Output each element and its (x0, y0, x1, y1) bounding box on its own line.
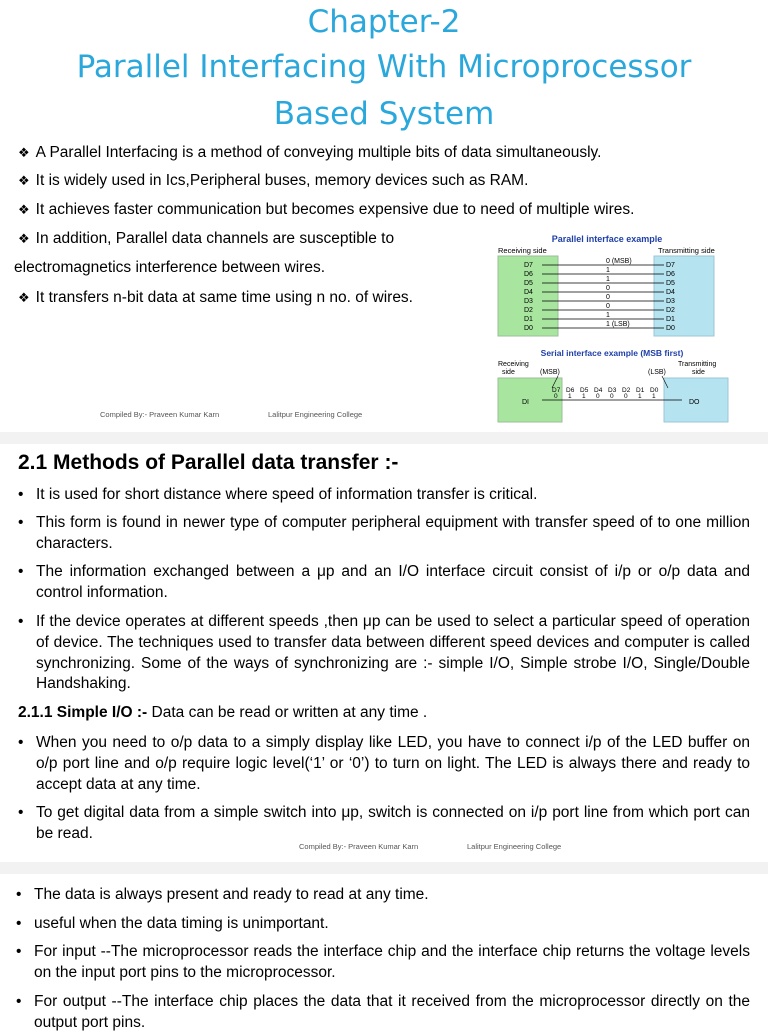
section-heading: 2.1 Methods of Parallel data transfer :- (18, 451, 399, 474)
parallel-bit-values (606, 258, 632, 328)
serial-transmitting-label-2: side (692, 369, 705, 376)
intro-bullet-3: ❖ It achieves faster communication but becomes expensive due to need of multiple wires. (18, 201, 635, 218)
serial-bit-value: 1 (582, 393, 586, 400)
bullet-dot-icon: • (18, 514, 24, 531)
bullet-dot-icon: • (18, 486, 24, 503)
serial-bit-value: 1 (652, 393, 656, 400)
serial-transmitting-label: Transmitting (678, 361, 717, 368)
tx-pin-label: D3 (666, 298, 675, 305)
bit-value: 1 (LSB) (606, 321, 630, 328)
do-label: DO (689, 399, 700, 406)
parallel-receiving-side-label: Receiving side (498, 246, 547, 255)
simple-io-bullet-2: • To get digital data from a simple switch into μp, switch is connected on i/p port line from which port can be read. (18, 804, 750, 842)
interface-example-figure (482, 228, 742, 430)
serial-bit-value: 1 (638, 393, 642, 400)
intro-bullet-1: ❖ A Parallel Interfacing is a method of conveying multiple bits of data simultaneously. (18, 144, 602, 161)
serial-bit-label: D6 (566, 387, 575, 394)
io-bullet-2: • useful when the data timing is unimportant. (16, 914, 750, 935)
rx-pin-label: D4 (524, 289, 533, 296)
bullet-dot-icon: • (18, 804, 24, 821)
transmitter-box (654, 256, 714, 336)
serial-receiving-label: Receiving (498, 361, 529, 368)
serial-bit-label: D4 (594, 387, 603, 394)
rx-pin-label: D6 (524, 271, 533, 278)
bit-value: 0 (606, 285, 610, 292)
rx-pin-label: D3 (524, 298, 533, 305)
simple-io-label: 2.1.1 Simple I/O :- (18, 704, 148, 721)
msb-label: (MSB) (540, 369, 560, 376)
io-bullet-3: • For input --The microprocessor reads the interface chip and the interface chip returns the voltage levels on the input port pins to the microprocessor. (16, 943, 750, 981)
tx-pin-label: D7 (666, 262, 675, 269)
intro-bullet-5: ❖ It transfers n-bit data at same time using n no. of wires. (18, 289, 413, 306)
bit-value: 1 (606, 276, 610, 283)
bullet-dot-icon: • (16, 915, 22, 932)
io-bullet-1: • The data is always present and ready to read at any time. (16, 885, 750, 906)
serial-bit-value: 0 (554, 393, 558, 400)
rx-pin-label: D1 (524, 316, 533, 323)
bullet-dot-icon: • (16, 943, 22, 960)
chapter-title-line-2: Parallel Interfacing With Microprocessor (76, 49, 692, 85)
chapter-title-line-1: Chapter-2 (307, 4, 461, 40)
intro-bullet-4: ❖ In addition, Parallel data channels are susceptible to (18, 230, 395, 247)
bit-value: 1 (606, 267, 610, 274)
method-bullet-2: • This form is found in newer type of computer peripheral equipment with transfer speed of to one million characters. (18, 514, 750, 552)
method-bullet-4: • If the device operates at different speeds ,then μp can be used to select a particular speed of operation of device. The techniques used to transfer data between different speed devices and computer is called synchronizing. Some of the ways of synchronizing are :- simple I/O, Simple strobe I/O, Single/Double Handshaking. (18, 613, 750, 693)
serial-bit-value: 0 (624, 393, 628, 400)
slide2-footer-college: Lalitpur Engineering College (467, 842, 562, 851)
serial-bit-values (554, 393, 656, 400)
simple-io-text: Data can be read or written at any time . (147, 704, 428, 721)
chapter-title-line-3: Based System (273, 96, 495, 132)
serial-bit-value: 0 (610, 393, 614, 400)
diamond-bullet-icon: ❖ (18, 173, 30, 188)
slide1-footer-author: Compiled By:- Praveen Kumar Karn (100, 410, 220, 419)
slide-divider (0, 432, 768, 444)
method-bullet-1: • It is used for short distance where speed of information transfer is critical. (18, 485, 750, 506)
rx-pin-label: D5 (524, 280, 533, 287)
tx-pin-label: D4 (666, 289, 675, 296)
serial-bit-label: D0 (650, 387, 659, 394)
bit-value: 1 (606, 312, 610, 319)
rx-pin-label: D0 (524, 325, 533, 332)
serial-example-title: Serial interface example (MSB first) (540, 348, 684, 358)
slide2-footer-author: Compiled By:- Praveen Kumar Karn (299, 842, 419, 851)
method-bullet-3: • The information exchanged between a μp and an I/O interface circuit consist of i/p or o/p data and control information. (18, 563, 750, 601)
serial-bit-label: D1 (636, 387, 645, 394)
diamond-bullet-icon: ❖ (18, 202, 30, 217)
serial-bit-value: 1 (568, 393, 572, 400)
intro-bullet-2: ❖ It is widely used in Ics,Peripheral buses, memory devices such as RAM. (18, 172, 529, 189)
slide-divider (0, 862, 768, 874)
parallel-wires (542, 265, 664, 328)
bit-value: 0 (606, 294, 610, 301)
simple-io-subheading (18, 704, 427, 722)
bullet-dot-icon: • (16, 886, 22, 903)
tx-pin-label: D6 (666, 271, 675, 278)
bullet-dot-icon: • (16, 993, 22, 1010)
simple-io-bullet-1: • When you need to o/p data to a simply display like LED, you have to connect i/p of the LED buffer on o/p port line and o/p require logic level(‘1’ or ‘0’) to turn on light. The LED is always there and ready to accept data at any time. (18, 734, 750, 793)
serial-bit-label: D3 (608, 387, 617, 394)
intro-bullet-4-continued: electromagnetics interference between wires. (14, 259, 326, 276)
lsb-label: (LSB) (648, 369, 666, 376)
di-label: DI (522, 399, 529, 406)
rx-pin-label: D2 (524, 307, 533, 314)
serial-receiving-label-2: side (502, 369, 515, 376)
serial-bit-value: 0 (596, 393, 600, 400)
rx-pin-label: D7 (524, 262, 533, 269)
bit-value: 0 (MSB) (606, 258, 632, 265)
slide1-footer-college: Lalitpur Engineering College (268, 410, 363, 419)
bullet-dot-icon: • (18, 734, 24, 751)
tx-pin-label: D2 (666, 307, 675, 314)
tx-pin-label: D1 (666, 316, 675, 323)
io-bullet-4: • For output --The interface chip places the data that it received from the microprocessor directly on the output port pins. (16, 993, 750, 1031)
serial-bit-label: D5 (580, 387, 589, 394)
diamond-bullet-icon: ❖ (18, 231, 30, 246)
bullet-dot-icon: • (18, 563, 24, 580)
parallel-transmitting-side-label: Transmitting side (658, 246, 715, 255)
diamond-bullet-icon: ❖ (18, 290, 30, 305)
bullet-dot-icon: • (18, 613, 24, 630)
tx-pin-label: D5 (666, 280, 675, 287)
parallel-example-title: Parallel interface example (551, 234, 663, 244)
bit-value: 0 (606, 303, 610, 310)
serial-bit-label: D7 (552, 387, 561, 394)
serial-bit-label: D2 (622, 387, 631, 394)
diamond-bullet-icon: ❖ (18, 145, 30, 160)
tx-pin-label: D0 (666, 325, 675, 332)
